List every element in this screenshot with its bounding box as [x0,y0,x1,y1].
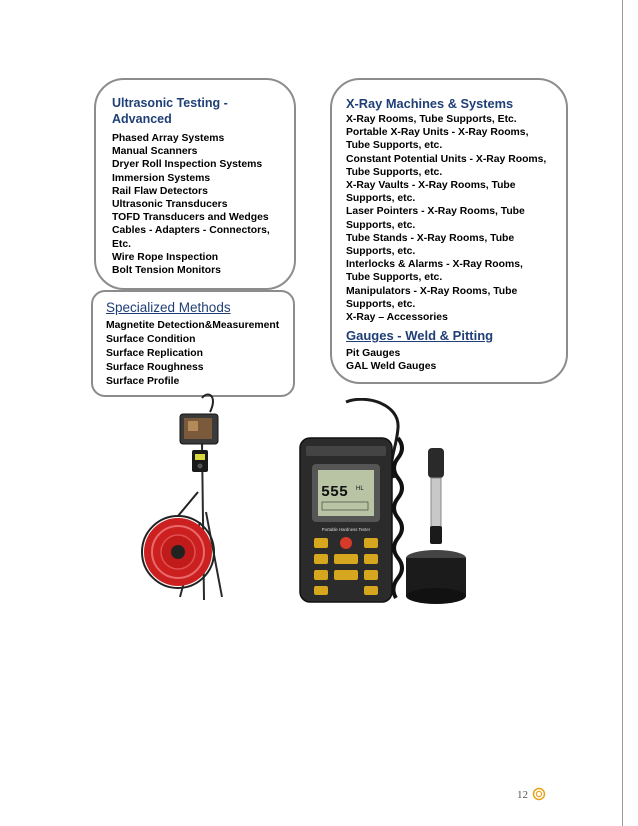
list-item: GAL Weld Gauges [346,361,437,373]
list-item: Surface Condition [106,334,196,345]
list-item: Tube Supports, etc. [346,166,443,178]
gauges-list [346,347,566,373]
list-item: Manual Scanners [112,146,198,158]
list-item: Laser Pointers - X-Ray Rooms, Tube [346,206,525,218]
list-item: Surface Replication [106,348,204,359]
ultrasonic-title-line1: Ultrasonic Testing - [112,96,228,110]
list-item: Phased Array Systems [112,133,225,144]
list-item: Magnetite Detection&Measurement [106,320,280,331]
list-item: Tube Supports, etc. [346,272,443,284]
list-item: Ultrasonic Transducers [112,199,228,211]
list-item: Rail Flaw Detectors [112,185,208,197]
specialized-title: Specialized Methods [106,300,231,315]
device-label: Portable Hardness Tester [321,527,371,532]
page-edge-line [622,0,623,826]
list-item: Immersion Systems [112,172,211,184]
list-item: Tube Stands - X-Ray Rooms, Tube [346,232,515,244]
list-item: Etc. [112,238,132,250]
ultrasonic-list [112,132,294,277]
display-unit: HL [356,486,364,492]
list-item: X-Ray Vaults - X-Ray Rooms, Tube [346,180,516,192]
inspection-camera-reel-image [140,392,240,602]
ultrasonic-title-line2: Advanced [112,112,172,126]
list-item: Surface Profile [106,376,180,387]
list-item: X-Ray – Accessories [346,312,448,324]
xray-machines-box [330,78,568,384]
list-item: Interlocks & Alarms - X-Ray Rooms, [346,259,523,271]
list-item: Surface Roughness [106,362,204,373]
list-item: Pit Gauges [346,348,401,360]
specialized-list [106,319,293,389]
list-item: Wire Rope Inspection [112,251,219,263]
list-item: Bolt Tension Monitors [112,265,221,277]
list-item: Supports, etc. [346,193,416,205]
copyright-circle-icon [532,787,546,801]
list-item: Dryer Roll Inspection Systems [112,159,263,171]
display-value: 555 [321,484,349,501]
list-item: TOFD Transducers and Wedges [112,212,269,224]
portable-hardness-tester-image [288,398,474,618]
list-item: Constant Potential Units - X-Ray Rooms, [346,153,547,165]
gauges-title: Gauges - Weld & Pitting [346,328,494,344]
list-item: X-Ray Rooms, Tube Supports, Etc. [346,114,517,125]
specialized-methods-box [91,290,295,397]
ultrasonic-testing-box [94,78,296,290]
list-item: Supports, etc. [346,219,416,231]
list-item: Supports, etc. [346,298,416,310]
list-item: Tube Supports, etc. [346,140,443,152]
xray-list [346,113,566,324]
xray-title: X-Ray Machines & Systems [346,96,514,111]
list-item: Portable X-Ray Units - X-Ray Rooms, [346,127,529,139]
list-item: Manipulators - X-Ray Rooms, Tube [346,285,518,297]
page-number: 12 [517,789,528,801]
list-item: Cables - Adapters - Connectors, [112,225,270,237]
list-item: Supports, etc. [346,246,416,258]
